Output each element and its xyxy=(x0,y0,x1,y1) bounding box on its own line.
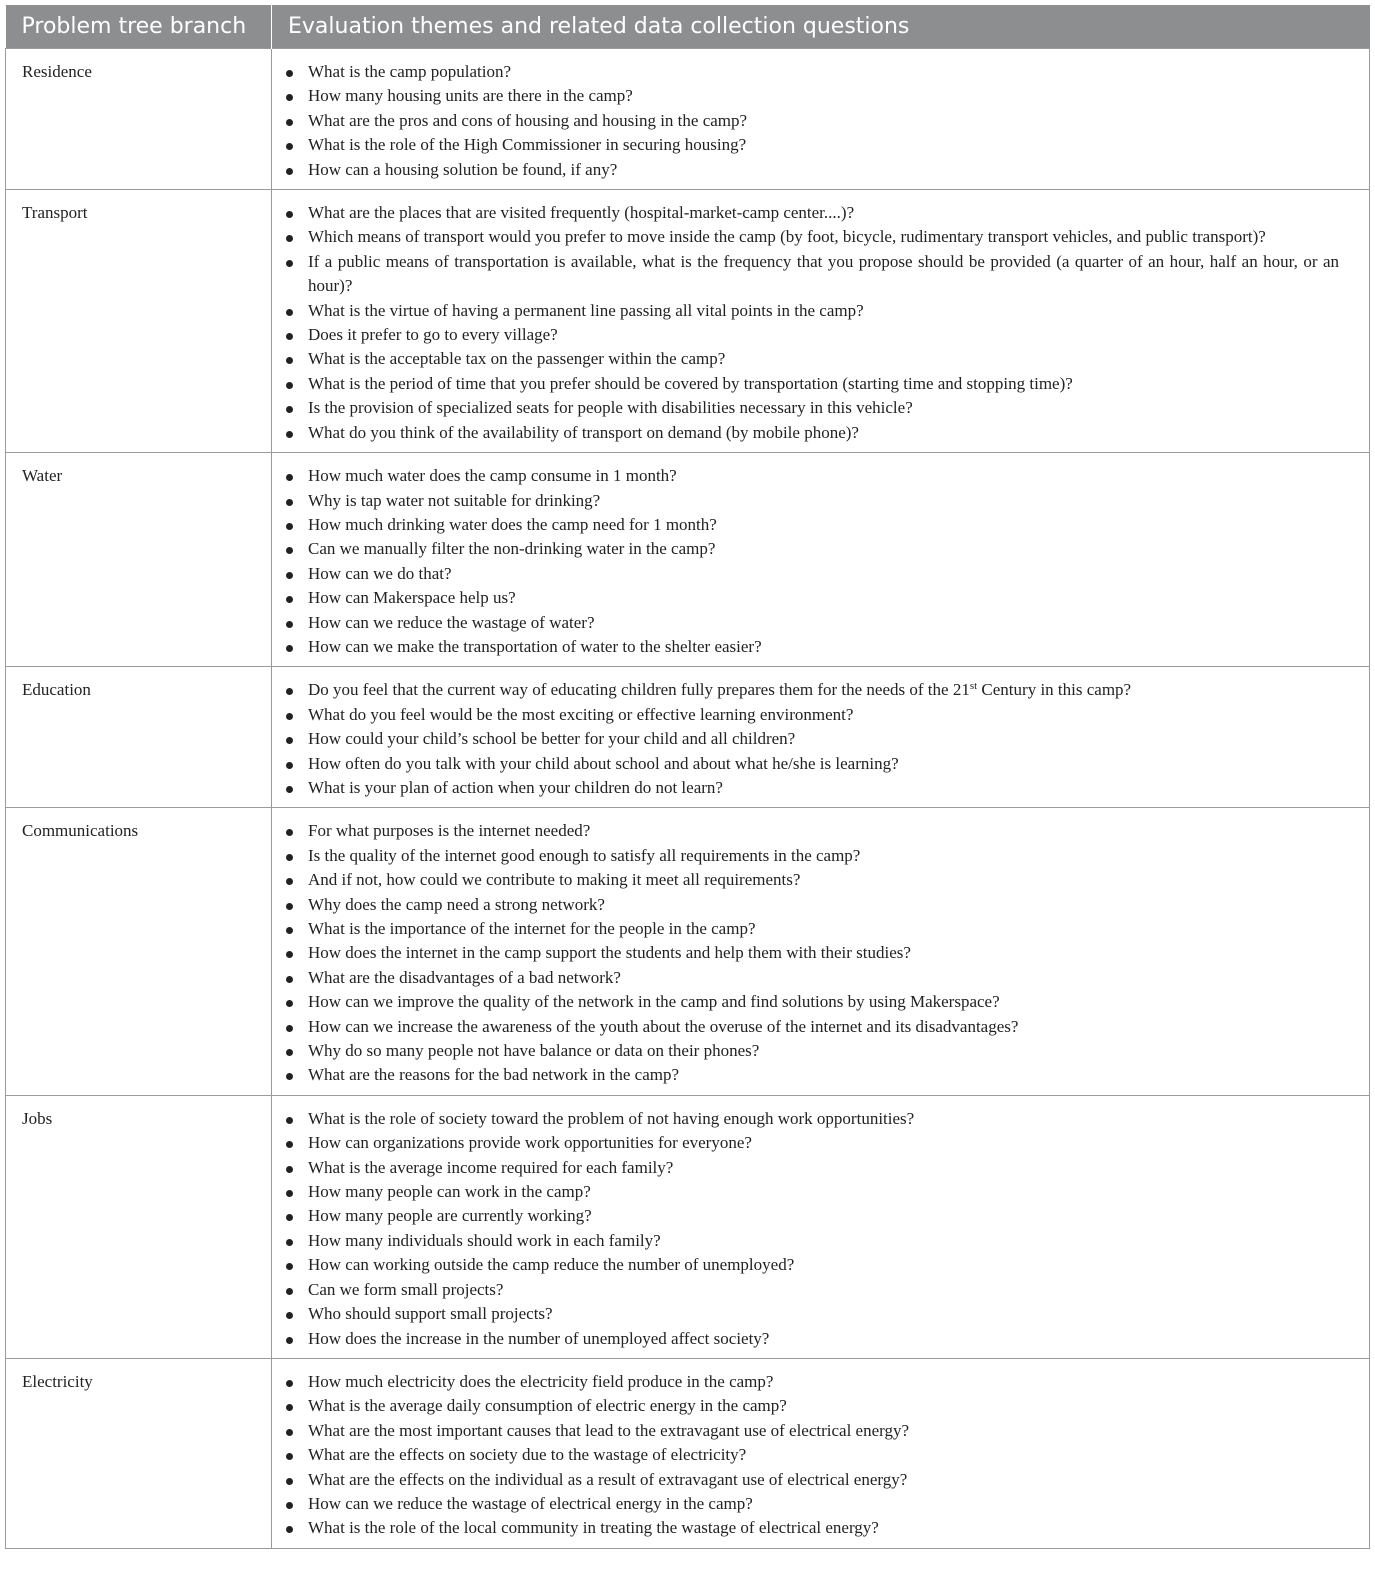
bullet-icon xyxy=(286,406,293,413)
question-text: How much electricity does the electricity field produce in the camp? xyxy=(308,1371,774,1391)
question-item xyxy=(308,727,1339,751)
question-text: What is the role of the local community in treating the wastage of electrical energy? xyxy=(308,1518,879,1538)
ordinal-suffix: st xyxy=(969,680,978,693)
question-item xyxy=(308,133,1339,157)
question-item xyxy=(308,250,1339,299)
question-list xyxy=(272,49,1369,189)
question-item xyxy=(308,1302,1339,1326)
bullet-icon xyxy=(286,976,293,983)
question-list xyxy=(272,808,1369,1094)
branch-label: Electricity xyxy=(22,1371,93,1391)
question-item xyxy=(308,158,1339,182)
branch-cell xyxy=(6,190,272,453)
table-row xyxy=(6,190,1370,453)
question-item xyxy=(308,1394,1339,1418)
bullet-icon xyxy=(286,382,293,389)
question-text: How can we do that? xyxy=(308,563,452,583)
questions-cell xyxy=(272,453,1370,667)
question-text: How does the increase in the number of unemployed affect society? xyxy=(308,1328,770,1348)
question-text: How can we make the transportation of water to the shelter easier? xyxy=(308,636,762,656)
branch-cell xyxy=(6,667,272,808)
table-row xyxy=(6,1358,1370,1548)
bullet-icon xyxy=(286,1453,293,1460)
bullet-icon xyxy=(286,1141,293,1148)
branch-cell xyxy=(6,49,272,190)
questions-cell xyxy=(272,667,1370,808)
question-text: How many individuals should work in each family? xyxy=(308,1230,661,1250)
question-text: How does the internet in the camp support the students and help them with their studies? xyxy=(308,943,911,963)
question-text: What are the pros and cons of housing and housing in the camp? xyxy=(308,110,748,130)
bullet-icon xyxy=(286,903,293,910)
question-item xyxy=(308,1107,1339,1131)
question-item xyxy=(308,1229,1339,1253)
branch-cell xyxy=(6,808,272,1095)
question-item xyxy=(308,1063,1339,1087)
question-item xyxy=(308,1370,1339,1394)
question-text: What do you feel would be the most exciting or effective learning environment? xyxy=(308,704,854,724)
bullet-icon xyxy=(286,1000,293,1007)
questions-cell xyxy=(272,1358,1370,1548)
bullet-icon xyxy=(286,1429,293,1436)
bullet-icon xyxy=(286,1526,293,1533)
question-list xyxy=(272,1359,1369,1548)
question-text: How many people can work in the camp? xyxy=(308,1182,591,1202)
question-item xyxy=(308,1419,1339,1443)
question-item xyxy=(308,562,1339,586)
bullet-icon xyxy=(286,1337,293,1344)
question-item xyxy=(308,1015,1339,1039)
question-item xyxy=(308,893,1339,917)
bullet-icon xyxy=(286,309,293,316)
questions-table xyxy=(5,5,1370,1549)
question-text: How much drinking water does the camp need for 1 month? xyxy=(308,514,717,534)
question-item xyxy=(308,1468,1339,1492)
question-item xyxy=(308,1180,1339,1204)
question-list xyxy=(272,453,1369,666)
question-text: Century in this camp? xyxy=(977,680,1132,700)
question-item xyxy=(308,537,1339,561)
questions-cell xyxy=(272,49,1370,190)
question-text: Who should support small projects? xyxy=(308,1304,553,1324)
bullet-icon xyxy=(286,1025,293,1032)
question-text: Why do so many people not have balance or data on their phones? xyxy=(308,1041,760,1061)
bullet-icon xyxy=(286,688,293,695)
question-text: How can a housing solution be found, if any? xyxy=(308,159,618,179)
question-text: How much water does the camp consume in 1 month? xyxy=(308,466,677,486)
question-list xyxy=(272,667,1369,807)
branch-label: Transport xyxy=(22,203,88,223)
table-row xyxy=(6,667,1370,808)
question-text: What are the most important causes that lead to the extravagant use of electrical energy? xyxy=(308,1420,910,1440)
bullet-icon xyxy=(286,829,293,836)
question-text: How can organizations provide work opportunities for everyone? xyxy=(308,1133,752,1153)
bullet-icon xyxy=(286,737,293,744)
question-item xyxy=(308,752,1339,776)
question-text: How often do you talk with your child about school and about what he/she is learning? xyxy=(308,753,899,773)
bullet-icon xyxy=(286,499,293,506)
bullet-icon xyxy=(286,1404,293,1411)
questions-cell xyxy=(272,808,1370,1095)
question-text: And if not, how could we contribute to making it meet all requirements? xyxy=(308,870,801,890)
question-item xyxy=(308,1443,1339,1467)
question-item xyxy=(308,1492,1339,1516)
question-text: What is the average daily consumption of electric energy in the camp? xyxy=(308,1396,787,1416)
bullet-icon xyxy=(286,786,293,793)
question-item xyxy=(308,1156,1339,1180)
branch-label: Water xyxy=(22,466,63,486)
question-item xyxy=(308,819,1339,843)
question-text: What are the reasons for the bad network in the camp? xyxy=(308,1065,680,1085)
bullet-icon xyxy=(286,260,293,267)
question-text: If a public means of transportation is available, what is the frequency that you propose should be provided (a quarter of an hour, half an hour, or an hour)? xyxy=(308,251,1339,296)
bullet-icon xyxy=(286,1073,293,1080)
question-text: What is the role of the High Commissioner in securing housing? xyxy=(308,135,747,155)
question-item xyxy=(308,1516,1339,1540)
question-text: What are the effects on the individual as a result of extravagant use of electrical energy? xyxy=(308,1469,908,1489)
question-item xyxy=(308,60,1339,84)
question-item xyxy=(308,941,1339,965)
question-text: How can we improve the quality of the network in the camp and find solutions by using Makerspace? xyxy=(308,992,1000,1012)
question-list xyxy=(272,190,1369,452)
bullet-icon xyxy=(286,1478,293,1485)
question-text: Which means of transport would you prefer to move inside the camp (by foot, bicycle, rudimentary transport vehicles, and public transport)? xyxy=(308,227,1266,247)
bullet-icon xyxy=(286,94,293,101)
question-item xyxy=(308,225,1339,249)
bullet-icon xyxy=(286,1380,293,1387)
bullet-icon xyxy=(286,431,293,438)
question-item xyxy=(308,776,1339,800)
branch-label: Residence xyxy=(22,62,92,81)
question-item xyxy=(308,84,1339,108)
bullet-icon xyxy=(286,572,293,579)
question-text: How can we reduce the wastage of water? xyxy=(308,612,595,632)
branch-label: Jobs xyxy=(22,1108,53,1128)
question-text: How many housing units are there in the camp? xyxy=(308,86,633,106)
bullet-icon xyxy=(286,1049,293,1056)
bullet-icon xyxy=(286,357,293,364)
bullet-icon xyxy=(286,1117,293,1124)
question-text: Is the quality of the internet good enough to satisfy all requirements in the camp? xyxy=(308,845,861,865)
bullet-icon xyxy=(286,762,293,769)
bullet-icon xyxy=(286,119,293,126)
branch-label: Education xyxy=(22,680,91,700)
bullet-icon xyxy=(286,143,293,150)
branch-cell xyxy=(6,1358,272,1548)
question-text: How can working outside the camp reduce the number of unemployed? xyxy=(308,1255,795,1275)
bullet-icon xyxy=(286,1288,293,1295)
question-item xyxy=(308,323,1339,347)
question-item xyxy=(308,299,1339,323)
question-text: Does it prefer to go to every village? xyxy=(308,325,558,345)
bullet-icon xyxy=(286,70,293,77)
question-item xyxy=(308,347,1339,371)
bullet-icon xyxy=(286,235,293,242)
bullet-icon xyxy=(286,168,293,175)
question-item xyxy=(308,513,1339,537)
question-item xyxy=(308,844,1339,868)
question-item xyxy=(308,611,1339,635)
question-text: Why does the camp need a strong network? xyxy=(308,894,605,914)
question-text: What is the period of time that you prefer should be covered by transportation (starting time and stopping time)? xyxy=(308,373,1073,393)
question-text: How can we increase the awareness of the youth about the overuse of the internet and its disadvantages? xyxy=(308,1016,1019,1036)
branch-label: Communications xyxy=(22,821,139,841)
question-item xyxy=(308,586,1339,610)
question-item xyxy=(308,201,1339,225)
question-item xyxy=(308,1039,1339,1063)
question-item xyxy=(308,1278,1339,1302)
question-item xyxy=(308,109,1339,133)
branch-cell xyxy=(6,453,272,667)
question-item xyxy=(308,421,1339,445)
bullet-icon xyxy=(286,713,293,720)
bullet-icon xyxy=(286,596,293,603)
question-item xyxy=(308,396,1339,420)
question-item xyxy=(308,1204,1339,1228)
question-item xyxy=(308,372,1339,396)
question-text: What is your plan of action when your children do not learn? xyxy=(308,777,723,797)
question-text: What is the acceptable tax on the passenger within the camp? xyxy=(308,349,726,369)
question-item xyxy=(308,489,1339,513)
branch-cell xyxy=(6,1095,272,1358)
bullet-icon xyxy=(286,211,293,218)
question-text: What is the camp population? xyxy=(308,62,511,81)
questions-cell xyxy=(272,190,1370,453)
bullet-icon xyxy=(286,951,293,958)
question-list xyxy=(272,1096,1369,1358)
question-item xyxy=(308,868,1339,892)
question-text: How many people are currently working? xyxy=(308,1206,592,1226)
question-text: How can we reduce the wastage of electrical energy in the camp? xyxy=(308,1493,753,1513)
bullet-icon xyxy=(286,474,293,481)
question-item xyxy=(308,703,1339,727)
bullet-icon xyxy=(286,1166,293,1173)
bullet-icon xyxy=(286,621,293,628)
table-body xyxy=(6,49,1370,1549)
question-item xyxy=(308,464,1339,488)
questions-cell xyxy=(272,1095,1370,1358)
question-text: What is the average income required for each family? xyxy=(308,1157,674,1177)
question-item xyxy=(308,635,1339,659)
table-row xyxy=(6,808,1370,1095)
question-text: Can we manually filter the non-drinking water in the camp? xyxy=(308,539,716,559)
question-item xyxy=(308,966,1339,990)
bullet-icon xyxy=(286,1502,293,1509)
table-row xyxy=(6,49,1370,190)
question-text: Is the provision of specialized seats for people with disabilities necessary in this vehicle? xyxy=(308,398,913,418)
bullet-icon xyxy=(286,1190,293,1197)
bullet-icon xyxy=(286,854,293,861)
question-item xyxy=(308,678,1339,702)
question-item xyxy=(308,1253,1339,1277)
question-text: What is the importance of the internet for the people in the camp? xyxy=(308,919,756,938)
question-item xyxy=(308,990,1339,1014)
question-text: Can we form small projects? xyxy=(308,1279,504,1299)
question-text: What are the disadvantages of a bad network? xyxy=(308,967,621,987)
question-item xyxy=(308,917,1339,941)
table-row xyxy=(6,453,1370,667)
bullet-icon xyxy=(286,1214,293,1221)
bullet-icon xyxy=(286,333,293,340)
question-text: What do you think of the availability of transport on demand (by mobile phone)? xyxy=(308,422,859,442)
bullet-icon xyxy=(286,1263,293,1270)
question-item xyxy=(308,1327,1339,1351)
table-row xyxy=(6,1095,1370,1358)
question-text: How could your child’s school be better for your child and all children? xyxy=(308,729,796,749)
bullet-icon xyxy=(286,927,293,934)
bullet-icon xyxy=(286,1239,293,1246)
question-text: What is the role of society toward the problem of not having enough work opportunities? xyxy=(308,1108,915,1128)
question-item xyxy=(308,1131,1339,1155)
question-text: For what purposes is the internet needed? xyxy=(308,821,591,841)
bullet-icon xyxy=(286,878,293,885)
table-header xyxy=(6,5,1370,49)
bullet-icon xyxy=(286,1312,293,1319)
question-text: What are the places that are visited frequently (hospital-market-camp center....)? xyxy=(308,203,855,223)
bullet-icon xyxy=(286,547,293,554)
question-text: How can Makerspace help us? xyxy=(308,588,516,608)
header-themes: Evaluation themes and related data collection questions xyxy=(272,5,1370,49)
question-text: What is the virtue of having a permanent line passing all vital points in the camp? xyxy=(308,300,864,320)
question-text: What are the effects on society due to the wastage of electricity? xyxy=(308,1445,747,1465)
bullet-icon xyxy=(286,645,293,652)
question-text: Why is tap water not suitable for drinking? xyxy=(308,490,601,510)
header-branch: Problem tree branch xyxy=(6,5,272,49)
question-text: Do you feel that the current way of educating children fully prepares them for the needs of the 21 xyxy=(308,680,970,700)
bullet-icon xyxy=(286,523,293,530)
